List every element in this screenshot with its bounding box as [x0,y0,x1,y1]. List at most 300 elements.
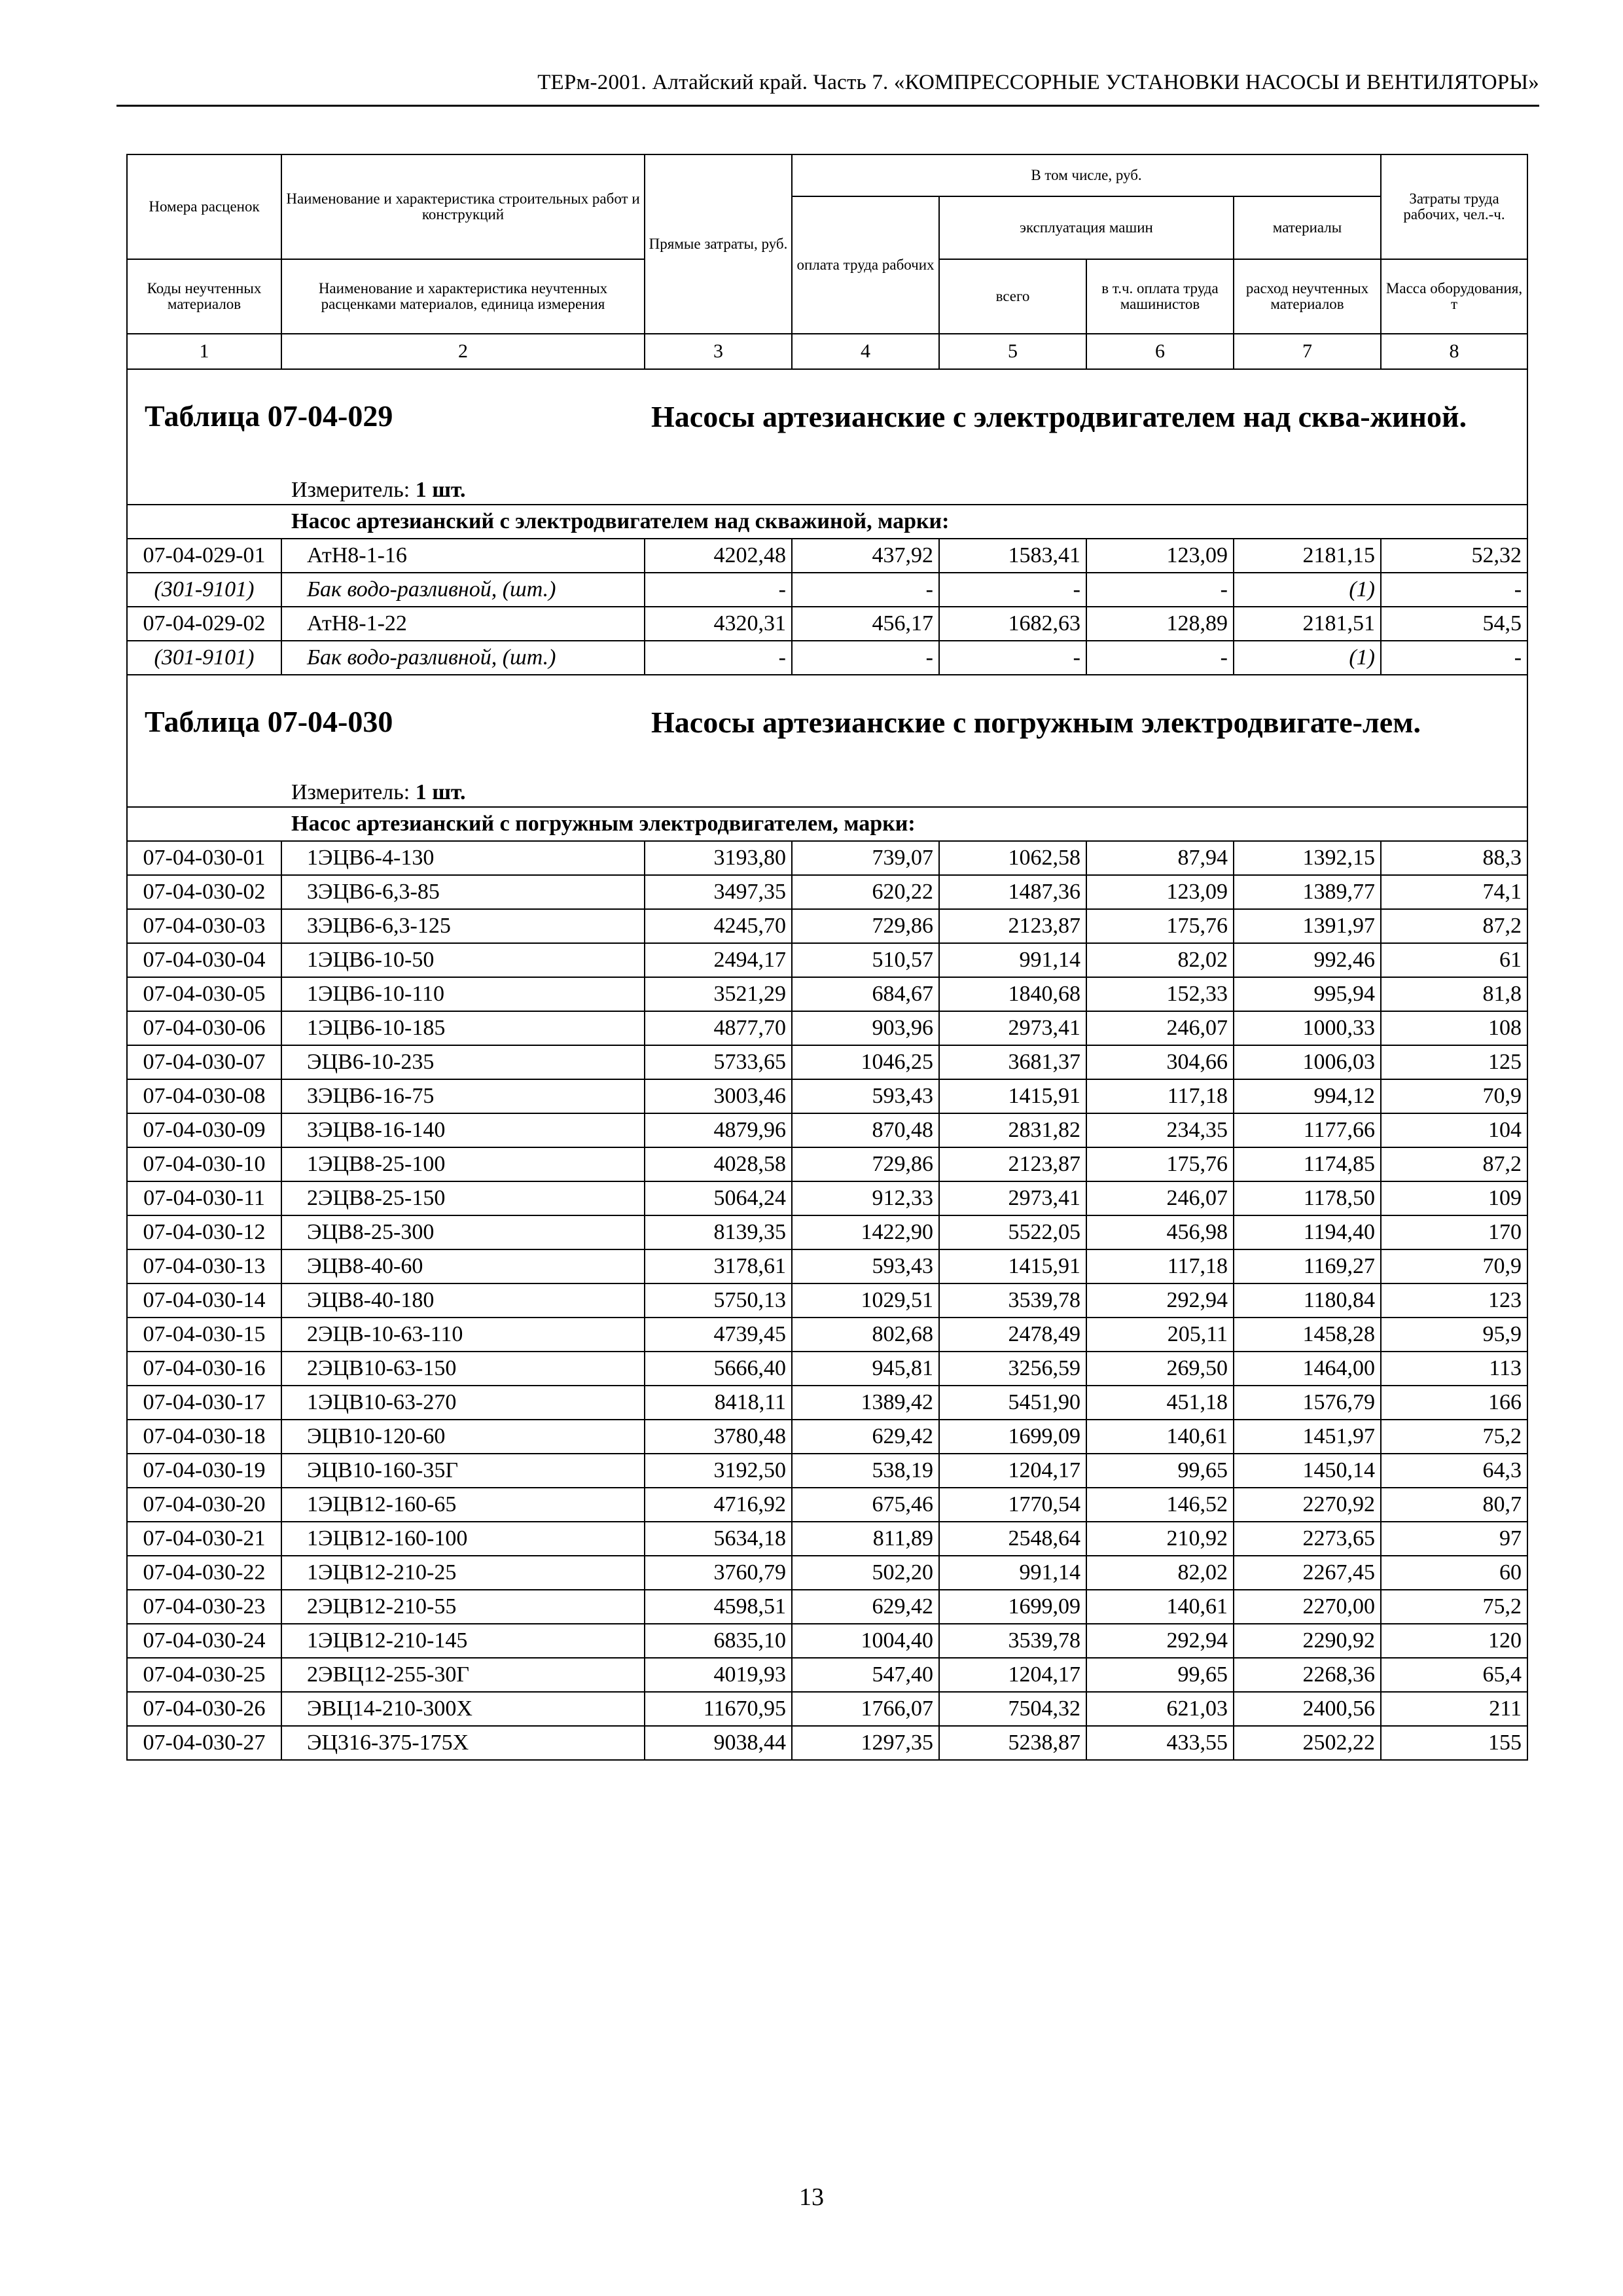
item-name: 2ЭЦВ10-63-150 [281,1352,645,1386]
worker-pay-cell: 811,89 [792,1522,939,1556]
direct-costs-cell: 5666,40 [645,1352,792,1386]
machines-total-cell: 2831,82 [939,1113,1086,1147]
machines-total-cell: 2973,41 [939,1181,1086,1215]
table-row [127,1147,1527,1181]
labor-or-mass-cell: 125 [1381,1045,1527,1079]
materials-cell: 2270,00 [1234,1590,1381,1624]
rate-code: (301-9101) [127,573,281,607]
machines-total-cell: 3256,59 [939,1352,1086,1386]
rate-code: 07-04-030-24 [127,1624,281,1658]
machinist-pay-cell: 82,02 [1086,1556,1234,1590]
col-unaccounted-codes: Коды неучтенных материалов [127,259,281,334]
machines-total-cell: 2123,87 [939,909,1086,943]
direct-costs-cell: 4598,51 [645,1590,792,1624]
rate-code: 07-04-030-14 [127,1283,281,1318]
table-row [127,1079,1527,1113]
machinist-pay-cell: 433,55 [1086,1726,1234,1760]
rate-code: 07-04-030-21 [127,1522,281,1556]
labor-or-mass-cell: 109 [1381,1181,1527,1215]
col-unaccounted-names: Наименование и характеристика неучтенных расценками материалов, единица измерения [281,259,645,334]
table-row [127,1283,1527,1318]
worker-pay-cell: 1029,51 [792,1283,939,1318]
materials-cell: 1391,97 [1234,909,1381,943]
machinist-pay-cell: 292,94 [1086,1624,1234,1658]
direct-costs-cell: 4019,93 [645,1658,792,1692]
worker-pay-cell: 620,22 [792,875,939,909]
machinist-pay-cell: 175,76 [1086,909,1234,943]
labor-or-mass-cell: 75,2 [1381,1420,1527,1454]
materials-cell: 2273,65 [1234,1522,1381,1556]
table-row [127,1488,1527,1522]
direct-costs-cell: 3497,35 [645,875,792,909]
direct-costs-cell: 3521,29 [645,977,792,1011]
item-name: 2ЭЦВ-10-63-110 [281,1318,645,1352]
machinist-pay-cell: 246,07 [1086,1181,1234,1215]
col-equipment-mass: Масса оборудования, т [1381,259,1527,334]
labor-or-mass-cell: 75,2 [1381,1590,1527,1624]
item-name: 1ЭЦВ12-210-145 [281,1624,645,1658]
machinist-pay-cell: 87,94 [1086,841,1234,875]
rate-code: 07-04-030-02 [127,875,281,909]
table-row [127,943,1527,977]
rate-code: 07-04-030-27 [127,1726,281,1760]
rate-code: 07-04-030-15 [127,1318,281,1352]
worker-pay-cell: 802,68 [792,1318,939,1352]
table-row [127,1590,1527,1624]
column-number: 7 [1234,334,1381,369]
materials-cell: 1174,85 [1234,1147,1381,1181]
col-total: всего [939,259,1086,334]
measure-unit-label: Измеритель: [291,478,410,502]
worker-pay-cell: 538,19 [792,1454,939,1488]
direct-costs-cell: 5733,65 [645,1045,792,1079]
col-including: В том числе, руб. [792,154,1381,196]
machines-total-cell: 7504,32 [939,1692,1086,1726]
materials-cell: 1194,40 [1234,1215,1381,1249]
item-name: ЭВЦ14-210-300Х [281,1692,645,1726]
column-numbers-row [127,334,1527,369]
machines-total-cell: 3681,37 [939,1045,1086,1079]
table-row [127,1522,1527,1556]
rate-code: 07-04-030-25 [127,1658,281,1692]
rates-table [126,154,1528,1761]
machinist-pay-cell: 146,52 [1086,1488,1234,1522]
rate-code: 07-04-030-20 [127,1488,281,1522]
machinist-pay-cell: 152,33 [1086,977,1234,1011]
machines-total-cell: 1682,63 [939,607,1086,641]
table-row [127,1249,1527,1283]
machines-total-cell: 1770,54 [939,1488,1086,1522]
worker-pay-cell: 945,81 [792,1352,939,1386]
machines-total-cell: 1699,09 [939,1590,1086,1624]
labor-or-mass-cell: 54,5 [1381,607,1527,641]
machines-total-cell: 3539,78 [939,1624,1086,1658]
table-title: Насосы артезианские с электродвигателем над сква-жиной. [651,400,1467,433]
table-row [127,1113,1527,1147]
column-number: 3 [645,334,792,369]
col-worker-pay: оплата труда рабочих [792,196,939,334]
item-name: АтН8-1-16 [281,539,645,573]
labor-or-mass-cell: 87,2 [1381,1147,1527,1181]
direct-costs-cell: 4320,31 [645,607,792,641]
rate-code: 07-04-030-19 [127,1454,281,1488]
table-row [127,841,1527,875]
worker-pay-cell: 1004,40 [792,1624,939,1658]
table-row [127,909,1527,943]
labor-or-mass-cell: 123 [1381,1283,1527,1318]
direct-costs-cell: 3003,46 [645,1079,792,1113]
machines-total-cell: 1699,09 [939,1420,1086,1454]
item-name: ЭЦВ10-160-35Г [281,1454,645,1488]
worker-pay-cell: 739,07 [792,841,939,875]
labor-or-mass-cell: 87,2 [1381,909,1527,943]
rate-code: 07-04-030-26 [127,1692,281,1726]
rate-code: 07-04-030-07 [127,1045,281,1079]
machines-total-cell: 3539,78 [939,1283,1086,1318]
machines-total-cell: 1204,17 [939,1454,1086,1488]
item-name: 3ЭЦВ6-6,3-125 [281,909,645,943]
worker-pay-cell: 510,57 [792,943,939,977]
direct-costs-cell: 3192,50 [645,1454,792,1488]
labor-or-mass-cell: 104 [1381,1113,1527,1147]
materials-cell: 1464,00 [1234,1352,1381,1386]
table-row [127,1181,1527,1215]
direct-costs-cell: 4879,96 [645,1113,792,1147]
machinist-pay-cell: 175,76 [1086,1147,1234,1181]
labor-or-mass-cell: 95,9 [1381,1318,1527,1352]
rate-code: 07-04-030-06 [127,1011,281,1045]
direct-costs-cell: - [645,641,792,675]
table-row [127,1215,1527,1249]
labor-or-mass-cell: 211 [1381,1692,1527,1726]
materials-cell: 994,12 [1234,1079,1381,1113]
machines-total-cell: 1487,36 [939,875,1086,909]
worker-pay-cell: 547,40 [792,1658,939,1692]
table-row [127,1624,1527,1658]
direct-costs-cell: 2494,17 [645,943,792,977]
running-header: ТЕРм-2001. Алтайский край. Часть 7. «КОМПРЕССОРНЫЕ УСТАНОВКИ НАСОСЫ И ВЕНТИЛЯТОРЫ» [116,71,1539,107]
item-name: 1ЭЦВ12-160-100 [281,1522,645,1556]
labor-or-mass-cell: 61 [1381,943,1527,977]
machines-total-cell: 2123,87 [939,1147,1086,1181]
materials-cell: 992,46 [1234,943,1381,977]
machinist-pay-cell: 269,50 [1086,1352,1234,1386]
worker-pay-cell: 1046,25 [792,1045,939,1079]
rate-code: (301-9101) [127,641,281,675]
materials-cell: 2181,15 [1234,539,1381,573]
item-name: 3ЭЦВ8-16-140 [281,1113,645,1147]
machinist-pay-cell: 234,35 [1086,1113,1234,1147]
rate-code: 07-04-030-05 [127,977,281,1011]
table-07-04-030 [127,675,1527,1760]
worker-pay-cell: 870,48 [792,1113,939,1147]
materials-cell: 1180,84 [1234,1283,1381,1318]
material-row [127,573,1527,607]
direct-costs-cell: 4877,70 [645,1011,792,1045]
worker-pay-cell: 729,86 [792,909,939,943]
rate-code: 07-04-030-18 [127,1420,281,1454]
direct-costs-cell: 6835,10 [645,1624,792,1658]
group-heading: Насос артезианский с электродвигателем над скважиной, марки: [127,505,1527,539]
machinist-pay-cell: 140,61 [1086,1590,1234,1624]
table-title: Насосы артезианские с погружным электродвигате-лем. [651,706,1421,739]
item-name: ЭЦВ8-25-300 [281,1215,645,1249]
rates-table-container [126,154,1527,1761]
machines-total-cell: 2973,41 [939,1011,1086,1045]
worker-pay-cell: 1297,35 [792,1726,939,1760]
worker-pay-cell: 502,20 [792,1556,939,1590]
col-work-name: Наименование и характеристика строительных работ и конструкций [281,154,645,259]
direct-costs-cell: 5064,24 [645,1181,792,1215]
labor-or-mass-cell: 64,3 [1381,1454,1527,1488]
direct-costs-cell: 5750,13 [645,1283,792,1318]
item-name: 1ЭЦВ6-10-110 [281,977,645,1011]
item-name: ЭЦ316-375-175Х [281,1726,645,1760]
worker-pay-cell: 1389,42 [792,1386,939,1420]
worker-pay-cell: 729,86 [792,1147,939,1181]
direct-costs-cell: - [645,573,792,607]
table-header [127,154,1527,369]
labor-or-mass-cell: 52,32 [1381,539,1527,573]
item-name: 1ЭЦВ10-63-270 [281,1386,645,1420]
machines-total-cell: 991,14 [939,943,1086,977]
materials-cell: 2267,45 [1234,1556,1381,1590]
item-name: ЭЦВ8-40-60 [281,1249,645,1283]
direct-costs-cell: 3178,61 [645,1249,792,1283]
labor-or-mass-cell: 97 [1381,1522,1527,1556]
direct-costs-cell: 4716,92 [645,1488,792,1522]
table-row [127,1692,1527,1726]
machines-total-cell: 1062,58 [939,841,1086,875]
materials-cell: 1169,27 [1234,1249,1381,1283]
table-row [127,1420,1527,1454]
materials-cell: 1576,79 [1234,1386,1381,1420]
labor-or-mass-cell: 113 [1381,1352,1527,1386]
item-name: 2ЭЦВ8-25-150 [281,1181,645,1215]
col-machinist-pay: в т.ч. оплата труда машинистов [1086,259,1234,334]
worker-pay-cell: 629,42 [792,1420,939,1454]
materials-cell: 1006,03 [1234,1045,1381,1079]
item-name: 1ЭЦВ6-4-130 [281,841,645,875]
direct-costs-cell: 8139,35 [645,1215,792,1249]
labor-or-mass-cell: 74,1 [1381,875,1527,909]
machinist-pay-cell: - [1086,573,1234,607]
labor-or-mass-cell: 108 [1381,1011,1527,1045]
labor-or-mass-cell: 170 [1381,1215,1527,1249]
item-name: 3ЭЦВ6-16-75 [281,1079,645,1113]
labor-or-mass-cell: 155 [1381,1726,1527,1760]
materials-cell: 2270,92 [1234,1488,1381,1522]
machinist-pay-cell: 99,65 [1086,1658,1234,1692]
machinist-pay-cell: 456,98 [1086,1215,1234,1249]
table-07-04-029 [127,369,1527,675]
machinist-pay-cell: 140,61 [1086,1420,1234,1454]
machinist-pay-cell: 82,02 [1086,943,1234,977]
table-number: Таблица 07-04-029 [145,399,393,433]
materials-cell: 1392,15 [1234,841,1381,875]
labor-or-mass-cell: - [1381,641,1527,675]
machines-total-cell: 1415,91 [939,1249,1086,1283]
table-row [127,539,1527,573]
worker-pay-cell: - [792,573,939,607]
table-row [127,1352,1527,1386]
measure-unit-label: Измеритель: [291,780,410,804]
machines-total-cell: 2478,49 [939,1318,1086,1352]
machines-total-cell: 2548,64 [939,1522,1086,1556]
materials-cell: 1000,33 [1234,1011,1381,1045]
materials-cell: (1) [1234,573,1381,607]
col-materials: материалы [1234,196,1381,259]
item-name: АтН8-1-22 [281,607,645,641]
machinist-pay-cell: 292,94 [1086,1283,1234,1318]
worker-pay-cell: 912,33 [792,1181,939,1215]
machinist-pay-cell: 451,18 [1086,1386,1234,1420]
machines-total-cell: - [939,641,1086,675]
rate-code: 07-04-030-10 [127,1147,281,1181]
materials-cell: 1450,14 [1234,1454,1381,1488]
direct-costs-cell: 4028,58 [645,1147,792,1181]
table-row [127,1011,1527,1045]
item-name: ЭЦВ6-10-235 [281,1045,645,1079]
direct-costs-cell: 8418,11 [645,1386,792,1420]
machines-total-cell: 1204,17 [939,1658,1086,1692]
rate-code: 07-04-030-04 [127,943,281,977]
machinist-pay-cell: 123,09 [1086,539,1234,573]
direct-costs-cell: 5634,18 [645,1522,792,1556]
materials-cell: 2181,51 [1234,607,1381,641]
table-row [127,1454,1527,1488]
worker-pay-cell: 593,43 [792,1079,939,1113]
machinist-pay-cell: 117,18 [1086,1249,1234,1283]
labor-or-mass-cell: 70,9 [1381,1079,1527,1113]
column-number: 8 [1381,334,1527,369]
materials-cell: 2502,22 [1234,1726,1381,1760]
rate-code: 07-04-029-01 [127,539,281,573]
materials-cell: (1) [1234,641,1381,675]
machinist-pay-cell: 117,18 [1086,1079,1234,1113]
materials-cell: 2268,36 [1234,1658,1381,1692]
machinist-pay-cell: 123,09 [1086,875,1234,909]
materials-cell: 1178,50 [1234,1181,1381,1215]
table-row [127,1556,1527,1590]
materials-cell: 1451,97 [1234,1420,1381,1454]
table-row [127,1726,1527,1760]
table-row [127,607,1527,641]
item-name: 2ЭЦВ12-210-55 [281,1590,645,1624]
item-name: 1ЭЦВ12-210-25 [281,1556,645,1590]
labor-or-mass-cell: 166 [1381,1386,1527,1420]
worker-pay-cell: 629,42 [792,1590,939,1624]
machines-total-cell: 5522,05 [939,1215,1086,1249]
measure-unit [291,781,466,804]
column-number: 6 [1086,334,1234,369]
rate-code: 07-04-030-16 [127,1352,281,1386]
material-row [127,641,1527,675]
worker-pay-cell: 675,46 [792,1488,939,1522]
page-number: 13 [799,2183,824,2211]
col-machines: эксплуатация машин [939,196,1234,259]
col-direct-costs: Прямые затраты, руб. [645,154,792,334]
table-title-block [127,369,1527,505]
table-row [127,875,1527,909]
labor-or-mass-cell: 88,3 [1381,841,1527,875]
direct-costs-cell: 11670,95 [645,1692,792,1726]
worker-pay-cell: 1422,90 [792,1215,939,1249]
machinist-pay-cell: 304,66 [1086,1045,1234,1079]
rate-code: 07-04-030-08 [127,1079,281,1113]
labor-or-mass-cell: 81,8 [1381,977,1527,1011]
worker-pay-cell: 456,17 [792,607,939,641]
table-title-block [127,675,1527,807]
labor-or-mass-cell: - [1381,573,1527,607]
worker-pay-cell: 593,43 [792,1249,939,1283]
item-name: 3ЭЦВ6-6,3-85 [281,875,645,909]
materials-cell: 1458,28 [1234,1318,1381,1352]
rate-code: 07-04-030-12 [127,1215,281,1249]
measure-unit [291,479,466,501]
machinist-pay-cell: 128,89 [1086,607,1234,641]
machines-total-cell: 1583,41 [939,539,1086,573]
materials-cell: 1177,66 [1234,1113,1381,1147]
rate-code: 07-04-030-11 [127,1181,281,1215]
item-name: 1ЭЦВ6-10-185 [281,1011,645,1045]
rate-code: 07-04-030-01 [127,841,281,875]
column-number: 1 [127,334,281,369]
direct-costs-cell: 9038,44 [645,1726,792,1760]
labor-or-mass-cell: 60 [1381,1556,1527,1590]
table-row [127,977,1527,1011]
machinist-pay-cell: 246,07 [1086,1011,1234,1045]
rate-code: 07-04-029-02 [127,607,281,641]
materials-cell: 1389,77 [1234,875,1381,909]
col-material-use: расход неучтенных материалов [1234,259,1381,334]
worker-pay-cell: 903,96 [792,1011,939,1045]
item-name: Бак водо-разливной, (шт.) [281,573,645,607]
direct-costs-cell: 3780,48 [645,1420,792,1454]
materials-cell: 995,94 [1234,977,1381,1011]
table-row [127,1386,1527,1420]
rate-code: 07-04-030-09 [127,1113,281,1147]
direct-costs-cell: 3193,80 [645,841,792,875]
measure-unit-value: 1 шт. [415,478,466,502]
materials-cell: 2290,92 [1234,1624,1381,1658]
machines-total-cell: 5451,90 [939,1386,1086,1420]
item-name: 1ЭЦВ12-160-65 [281,1488,645,1522]
worker-pay-cell: - [792,641,939,675]
column-number: 5 [939,334,1086,369]
machinist-pay-cell: - [1086,641,1234,675]
labor-or-mass-cell: 120 [1381,1624,1527,1658]
labor-or-mass-cell: 65,4 [1381,1658,1527,1692]
item-name: ЭЦВ10-120-60 [281,1420,645,1454]
rate-code: 07-04-030-23 [127,1590,281,1624]
column-number: 4 [792,334,939,369]
table-number: Таблица 07-04-030 [145,705,393,738]
labor-or-mass-cell: 70,9 [1381,1249,1527,1283]
measure-unit-value: 1 шт. [415,780,466,804]
item-name: 2ЭВЦ12-255-30Г [281,1658,645,1692]
worker-pay-cell: 1766,07 [792,1692,939,1726]
rate-code: 07-04-030-17 [127,1386,281,1420]
machines-total-cell: 1840,68 [939,977,1086,1011]
direct-costs-cell: 4245,70 [645,909,792,943]
machines-total-cell: 1415,91 [939,1079,1086,1113]
machines-total-cell: 991,14 [939,1556,1086,1590]
column-number: 2 [281,334,645,369]
materials-cell: 2400,56 [1234,1692,1381,1726]
labor-or-mass-cell: 80,7 [1381,1488,1527,1522]
col-labor-costs: Затраты труда рабочих, чел.-ч. [1381,154,1527,259]
